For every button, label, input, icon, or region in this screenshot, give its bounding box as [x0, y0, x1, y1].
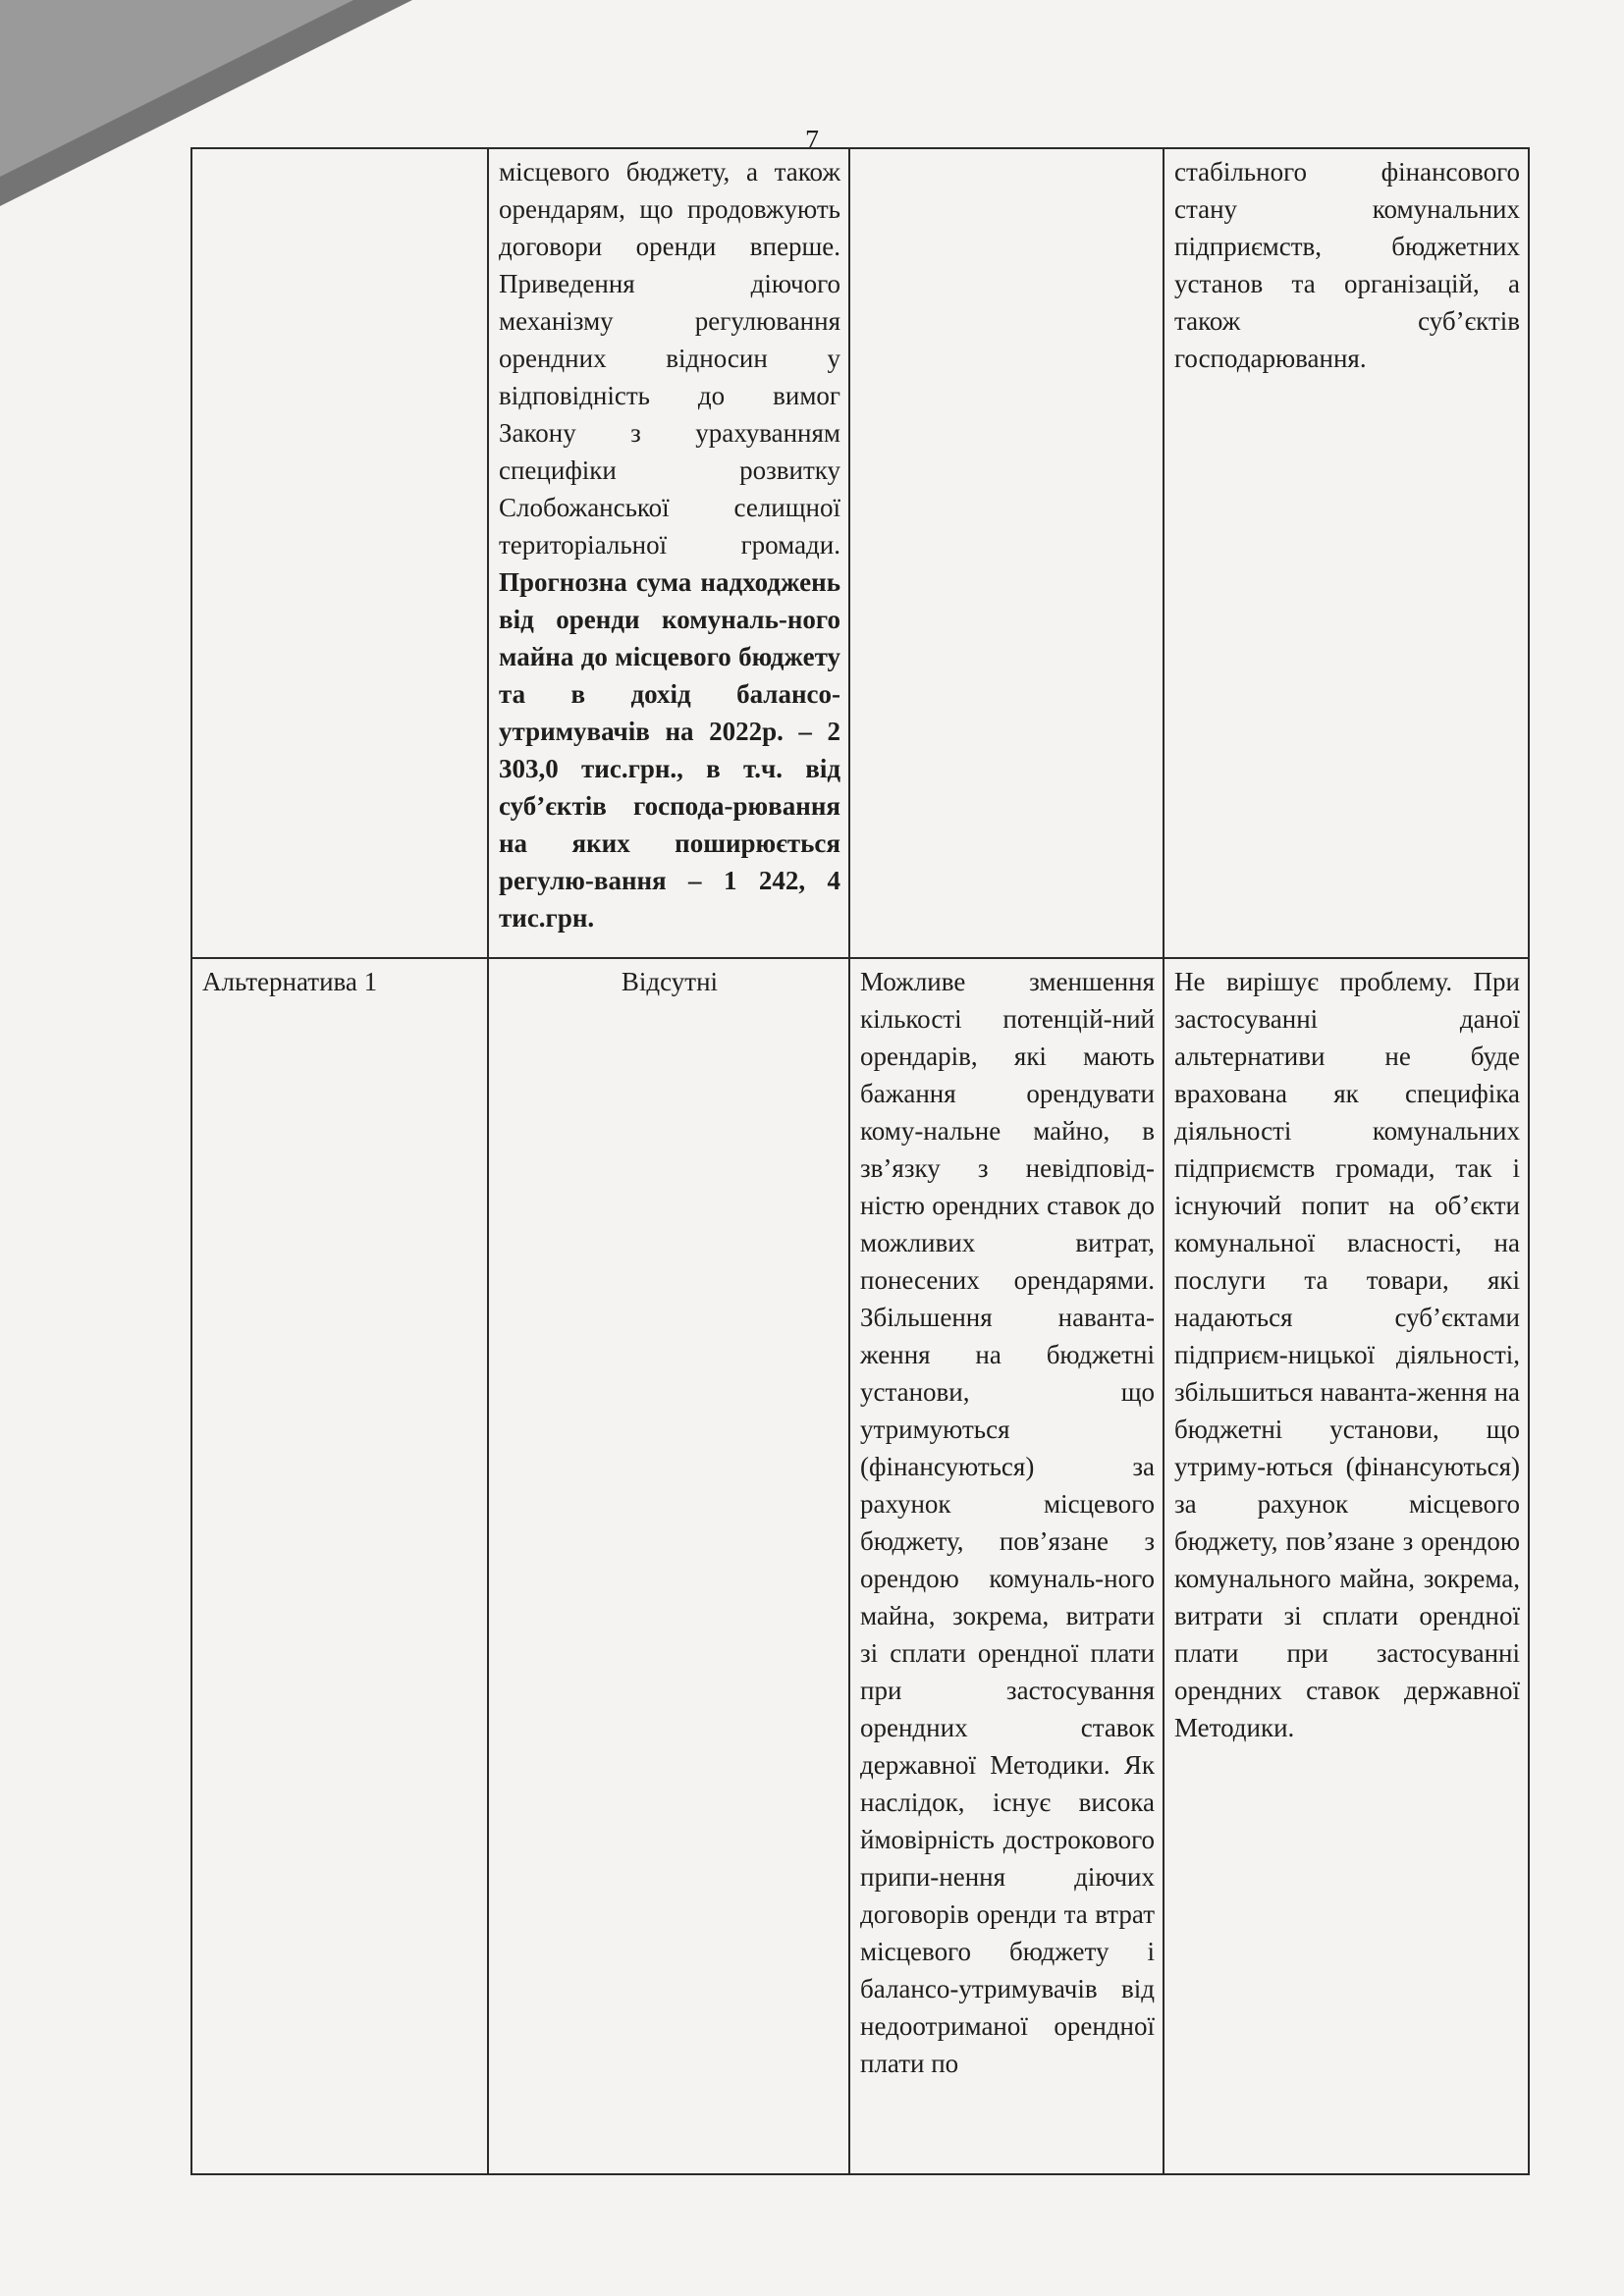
- row1-forecast-text: Прогнозна сума надходжень від оренди комуналь-ного майна до місцевого бюджету та в дохід балансо-утримувачів на 2022р. – 2 303,0 тис.грн., в т.ч. від суб’єктів господа-рювання на яких поширюється регулю-вання – 1 242, 4 тис.грн.: [499, 567, 840, 933]
- alternative-1-assessment: Не вирішує проблему. При застосуванні даної альтернативи не буде врахована як специфіка діяльності комунальних підприємств громади, так і існуючий попит на об’єкти комунальної власності, на послуги та товари, які надаються суб’єктами підприєм-ницької діяльності, збільшиться наванта-ження на бюджетні установи, що утриму-ються (фінансуються) за рахунок місцевого бюджету, пов’язане з орендою комунального майна, зокрема, витрати зі сплати орендної плати при застосуванні орендних ставок державної Методики.: [1164, 958, 1529, 2174]
- row1-empty-cell: [849, 148, 1164, 958]
- row1-label-cell: [191, 148, 488, 958]
- row1-description-text: місцевого бюджету, а також орендарям, що продовжують договори оренди вперше. Приведення діючого механізму регулювання орендних відносин у відповідність до вимог Закону з урахуванням специфіки розвитку Слобожанської селищної територіальної громади.: [499, 157, 840, 560]
- row1-result-text: стабільного фінансового стану комунальних підприємств, бюджетних установ та організацій, а також суб’єктів господарювання.: [1174, 157, 1520, 373]
- alternative-1-label: Альтернатива 1: [191, 958, 488, 2174]
- row1-description-cell: [488, 148, 849, 958]
- table-row-continuation: [191, 148, 1529, 958]
- alternative-1-costs: Можливе зменшення кількості потенцій-ний орендарів, які мають бажання орендувати кому-нальне майно, в зв’язку з невідповід-ністю орендних ставок до можливих витрат, понесених орендарями. Збільшення наванта-ження на бюджетні установи, що утримуються (фінансуються) за рахунок місцевого бюджету, пов’язане з орендою комуналь-ного майна, зокрема, витрати зі сплати орендної плати при застосування орендних ставок державної Методики. Як наслідок, існує висока ймовірність дострокового припи-нення діючих договорів оренди та втрат місцевого бюджету і балансо-утримувачів від недоотриманої орендної плати по: [849, 958, 1164, 2174]
- table-row-alternative-1: [191, 958, 1529, 2174]
- row1-result-cell: [1164, 148, 1529, 958]
- page-number: 7: [805, 126, 819, 156]
- alternatives-table: [190, 147, 1530, 2175]
- alternative-1-benefits: Відсутні: [488, 958, 849, 2174]
